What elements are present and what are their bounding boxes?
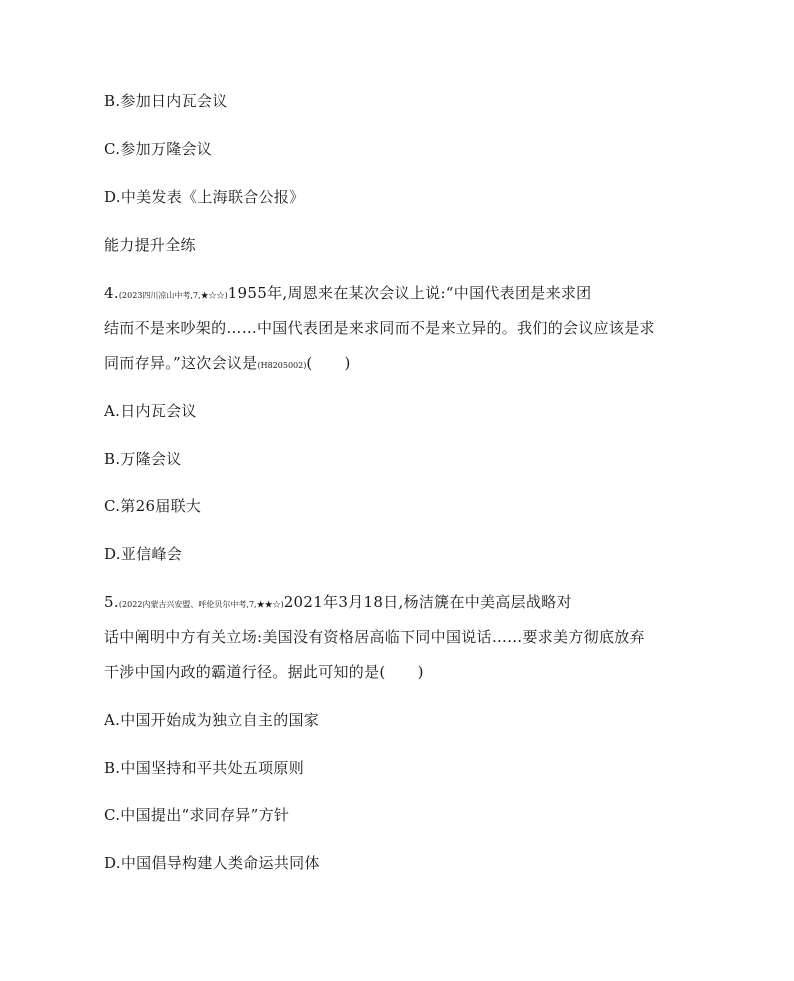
- q5-option-a: A.中国开始成为独立自主的国家: [104, 711, 320, 729]
- q4-answer-open: (: [306, 354, 313, 372]
- prev-option-d: D.中美发表《上海联合公报》: [104, 188, 305, 206]
- q5-line-2: 话中阐明中方有关立场:美国没有资格居高临下同中国说话……要求美方彻底放弃: [104, 628, 645, 646]
- q5-line-3: [104, 662, 424, 682]
- q4-option-d: D.亚信峰会: [104, 545, 183, 563]
- q5-answer-open: (: [379, 663, 386, 681]
- q5-source: (2022内蒙古兴安盟、呼伦贝尔中考,7,★★☆): [118, 600, 284, 609]
- q4-line-2: 结而不是来吵架的……中国代表团是来求同而不是来立异的。我们的会议应该是求: [104, 319, 655, 337]
- section-heading: 能力提升全练: [104, 236, 196, 254]
- q5-line-1: [104, 592, 572, 615]
- prev-option-c: C.参加万隆会议: [104, 140, 213, 158]
- q4-option-a: A.日内瓦会议: [104, 402, 197, 420]
- q4-answer-close: ): [344, 354, 351, 372]
- q4-line-1-text: 1955年,周恩来在某次会议上说:“中国代表团是来求团: [227, 284, 592, 302]
- q5-option-d: D.中国倡导构建人类命运共同体: [104, 854, 320, 872]
- q4-code: (H8205002): [257, 361, 307, 370]
- q5-answer-close: ): [417, 663, 424, 681]
- q4-line-1: [104, 283, 591, 306]
- prev-option-b: B.参加日内瓦会议: [104, 92, 228, 110]
- q5-line-3-text: 干涉中国内政的霸道行径。据此可知的是: [104, 663, 380, 681]
- q5-line-1-text: 2021年3月18日,杨洁篪在中美高层战略对: [283, 593, 572, 611]
- q5-option-b: B.中国坚持和平共处五项原则: [104, 759, 304, 777]
- q4-option-c: C.第26届联大: [104, 497, 202, 515]
- q4-line-3: [104, 353, 351, 376]
- q4-option-b: B.万隆会议: [104, 450, 182, 468]
- q4-source: (2023四川凉山中考,7,★☆☆): [118, 291, 228, 300]
- q4-line-3-text: 同而存异。”这次会议是: [104, 354, 258, 372]
- q5-number: 5.: [104, 593, 119, 611]
- q5-option-c: C.中国提出“求同存异”方针: [104, 806, 290, 824]
- q4-number: 4.: [104, 284, 119, 302]
